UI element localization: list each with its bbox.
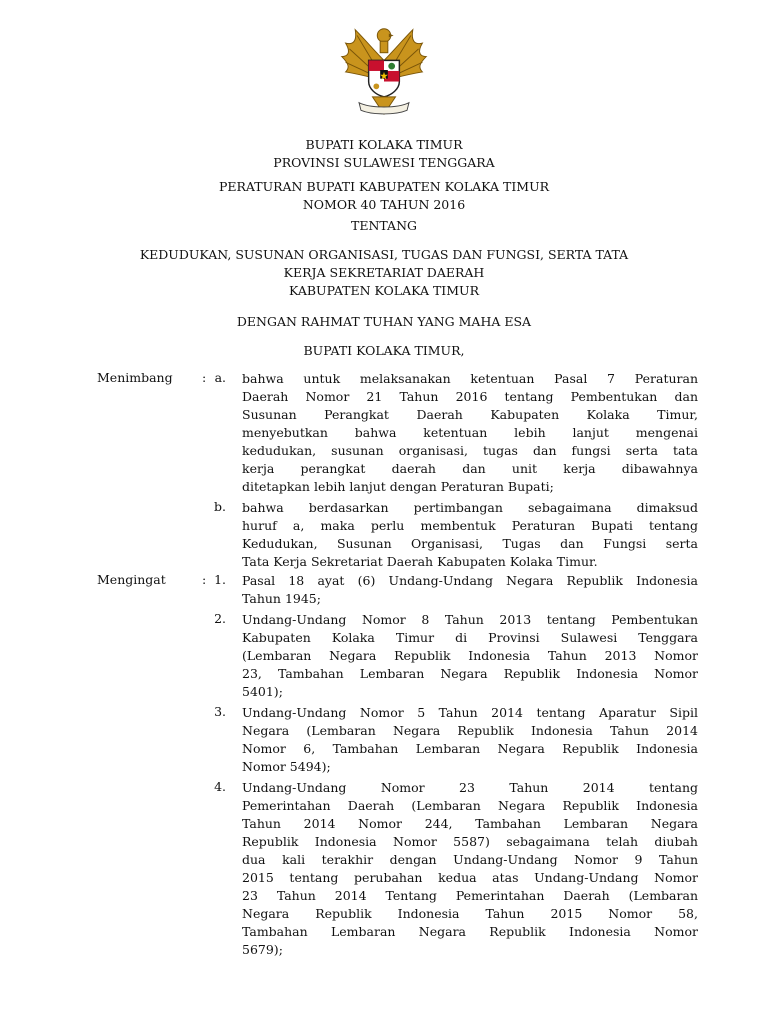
garuda-pancasila-emblem-icon (335, 22, 433, 118)
regulation-title: PERATURAN BUPATI KABUPATEN KOLAKA TIMUR (218, 179, 550, 194)
bupati-heading: BUPATI KOLAKA TIMUR, (303, 343, 465, 358)
mengingat-item-line: Undang-Undang Nomor 8 Tahun 2013 tentang Pembentukan (242, 612, 698, 627)
menimbang-item-line: Tata Kerja Sekretariat Daerah Kabupaten Kolaka Timur. (242, 554, 598, 569)
mengingat-item-line: Negara (Lembaran Negara Republik Indonesia Tahun 2014 (242, 723, 698, 738)
menimbang-item-line: Susunan Perangkat Daerah Kabupaten Kolaka Timur, (242, 407, 698, 422)
menimbang-item-number: b. (214, 499, 226, 514)
mengingat-item-line: 5679); (242, 942, 283, 957)
menimbang-item-line: ditetapkan lebih lanjut dengan Peraturan Bupati; (242, 479, 554, 494)
issuer-heading (0, 136, 768, 172)
issuer-province-line: PROVINSI SULAWESI TENGGARA (273, 155, 495, 170)
mengingat-item-number: 1. (214, 572, 226, 587)
menimbang-item-line: menyebutkan bahwa ketentuan lebih lanjut mengenai (242, 425, 698, 440)
menimbang-item-line: Daerah Nomor 21 Tahun 2016 tentang Pembentukan dan (242, 389, 698, 404)
mengingat-item-line: (Lembaran Negara Republik Indonesia Tahun 2013 Nomor (242, 648, 698, 663)
menimbang-item-line: kedudukan, susunan organisasi, tugas dan fungsi serta tata (242, 443, 698, 458)
tentang-heading: TENTANG (350, 218, 417, 233)
mengingat-item-line: 5401); (242, 684, 283, 699)
regulation-heading (0, 178, 768, 214)
mengingat-item-line: Undang-Undang Nomor 5 Tahun 2014 tentang Aparatur Sipil (242, 705, 698, 720)
mengingat-item-line: Tambahan Lembaran Negara Republik Indonesia Nomor (242, 924, 698, 939)
section-colon: : (202, 572, 207, 587)
menimbang-item-text (242, 499, 698, 571)
mengingat-item-line: 23, Tambahan Lembaran Negara Republik Indonesia Nomor (242, 666, 698, 681)
section-colon: : (202, 370, 207, 385)
menimbang-item-line: huruf a, maka perlu membentuk Peraturan Bupati tentang (242, 518, 698, 533)
mengingat-item-text (242, 611, 698, 701)
rahmat-heading: DENGAN RAHMAT TUHAN YANG MAHA ESA (236, 314, 532, 329)
mengingat-item-line: Tahun 1945; (242, 591, 321, 606)
subject-line: KERJA SEKRETARIAT DAERAH (283, 265, 485, 280)
mengingat-item-line: Republik Indonesia Nomor 5587) sebagaimana telah diubah (242, 834, 698, 849)
mengingat-item-line: 2015 tentang perubahan kedua atas Undang-Undang Nomor (242, 870, 698, 885)
menimbang-item-number: a. (214, 370, 226, 385)
mengingat-item-line: Tahun 2014 Nomor 244, Tambahan Lembaran Negara (242, 816, 698, 831)
subject-line: KABUPATEN KOLAKA TIMUR (289, 283, 479, 298)
menimbang-item-text (242, 370, 698, 496)
menimbang-item-line: bahwa untuk melaksanakan ketentuan Pasal 7 Peraturan (242, 371, 698, 386)
mengingat-item-number: 3. (214, 704, 226, 719)
mengingat-label: Mengingat (97, 572, 166, 587)
issuer-line: BUPATI KOLAKA TIMUR (305, 137, 463, 152)
regulation-number: NOMOR 40 TAHUN 2016 (302, 197, 466, 212)
menimbang-item-line: Kedudukan, Susunan Organisasi, Tugas dan Fungsi serta (242, 536, 698, 551)
mengingat-item-line: Nomor 5494); (242, 759, 331, 774)
mengingat-item-text (242, 704, 698, 776)
mengingat-item-line: Negara Republik Indonesia Tahun 2015 Nomor 58, (242, 906, 698, 921)
mengingat-item-line: 23 Tahun 2014 Tentang Pemerintahan Daerah (Lembaran (242, 888, 698, 903)
mengingat-item-text (242, 779, 698, 959)
subject-heading (0, 246, 768, 300)
mengingat-item-line: dua kali terakhir dengan Undang-Undang Nomor 9 Tahun (242, 852, 698, 867)
mengingat-item-line: Nomor 6, Tambahan Lembaran Negara Republik Indonesia (242, 741, 698, 756)
mengingat-item-number: 4. (214, 779, 226, 794)
mengingat-item-line: Undang-Undang Nomor 23 Tahun 2014 tentang (242, 780, 698, 795)
menimbang-label: Menimbang (97, 370, 173, 385)
mengingat-item-text (242, 572, 698, 608)
mengingat-item-line: Kabupaten Kolaka Timur di Provinsi Sulawesi Tenggara (242, 630, 698, 645)
mengingat-item-number: 2. (214, 611, 226, 626)
subject-line: KEDUDUKAN, SUSUNAN ORGANISASI, TUGAS DAN FUNGSI, SERTA TATA (139, 247, 629, 262)
menimbang-item-line: bahwa berdasarkan pertimbangan sebagaimana dimaksud (242, 500, 698, 515)
mengingat-item-line: Pasal 18 ayat (6) Undang-Undang Negara Republik Indonesia (242, 573, 698, 588)
menimbang-item-line: kerja perangkat daerah dan unit kerja dibawahnya (242, 461, 698, 476)
mengingat-item-line: Pemerintahan Daerah (Lembaran Negara Republik Indonesia (242, 798, 698, 813)
